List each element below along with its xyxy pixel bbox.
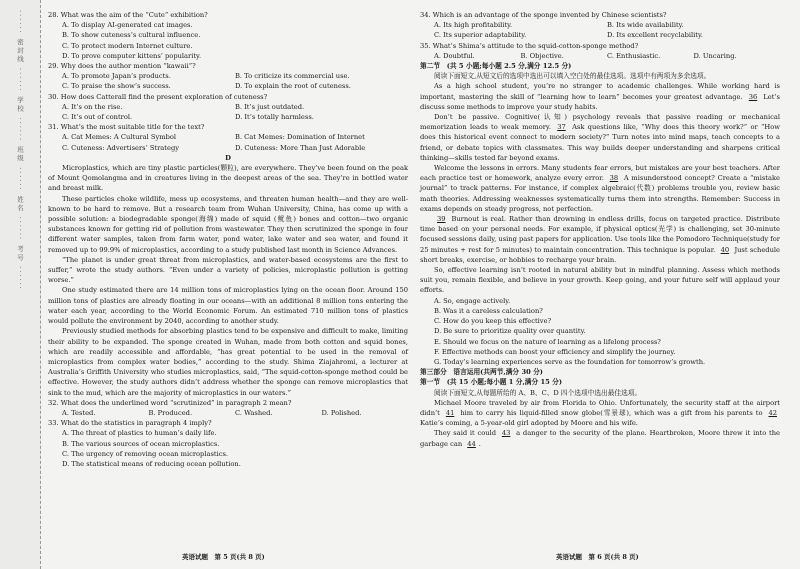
page-footer-left: 英语试题 第 5 页(共 8 页) — [182, 553, 265, 561]
para-text: Just schedule short breaks, exercise, or hobbies to recharge your brain. — [420, 245, 780, 264]
q28-opt-c: C. To protect modern Internet culture. — [62, 41, 193, 50]
q35-stem: 35. What’s Shima’s attitude to the squid-cotton-sponge method? — [420, 41, 639, 50]
q31-stem: 31. What’s the most suitable title for the text? — [48, 123, 205, 132]
blank-38: 38 — [609, 174, 619, 183]
q32-opt-b: B. Produced. — [148, 408, 193, 417]
q30-opt-b: B. It’s just outdated. — [235, 102, 305, 111]
q35-opt-b: B. Objective. — [520, 51, 564, 60]
cloze-text: Katie’s coming, a 5-year-old girl adopted by Moore and his wife. — [420, 419, 638, 428]
q31-opt-b: B. Cat Memes: Domination of Internet — [235, 133, 365, 142]
q33-opt-c: C. The urgency of removing ocean microplastics. — [62, 449, 229, 458]
seven-choose-five-para-1 — [420, 81, 780, 112]
q30-options — [48, 102, 408, 122]
seven-choose-five-para-2 — [420, 112, 780, 163]
cloze-text: him to carry his liquid-filled snow globe(雪景球), which was a gift from his parents to — [460, 408, 763, 417]
blank-42: 42 — [768, 408, 777, 417]
choice-d: D. Be sure to prioritize quality over quantity. — [434, 327, 586, 336]
cloze-text: . — [478, 439, 481, 448]
q33-opt-b: B. The various sources of ocean microplastics. — [62, 439, 220, 448]
cloze-text: Michael Moore traveled by air from Florida to Ohio. Unfortunately, the security staff at the airport didn’t — [420, 398, 780, 417]
passage-d-para-5: Previously studied methods for absorbing plastics tend to be expensive and difficult to make, limiting their ability to be expanded. The sponge created in Wuhan, made from both cotton and squid bones, which are readily accessible and affordable, “has great potential to be used in the removal of microplastics from complex water bodies,” according to the study. Shima Ziajahromi, a lecturer at Australia’s Griffith University who studies microplastics, said, “The squid-cotton-sponge method could be effective. However, the study authors didn’t address whether the sponge can remove microplastics that sink to the mud, which are the majority of microplastics in our waters.” — [48, 327, 408, 397]
para-text: Welcome the lessons in errors. Many students fear errors, but mistakes are your best teachers. After each practice test or homework, analyze every error. — [420, 164, 780, 183]
cloze-para-2 — [420, 428, 780, 448]
q34-opt-b: B. Its wide availability. — [607, 21, 684, 30]
q35-options — [420, 51, 780, 61]
q31-opt-c: C. Cuteness: Advertisers’ Strategy — [62, 143, 180, 152]
part-3-title: 第三部分 语言运用(共两节,满分 30 分) — [420, 368, 543, 377]
passage-d-para-3: “The planet is under great threat from microplastics, and water-based ecosystems are the first to suffer,” wrote the study authors. “Even under a variety of policies, microplastic pollution is getting worse.” — [48, 255, 408, 285]
para-text: Don’t be passive. Cognitive(认知) psychology reveals that passive reading or mechanical memorization leads to weak memory. — [420, 113, 780, 132]
q30-opt-c: C. It’s out of control. — [62, 113, 133, 122]
q34-stem: 34. Which is an advantage of the sponge invented by Chinese scientists? — [420, 11, 667, 19]
q30-opt-d: D. It’s totally harmless. — [235, 113, 314, 122]
q35-opt-a: A. Doubtful. — [434, 51, 475, 60]
binding-text: ······ 密封线 ······ 学校 ······ 班级 ······ 姓名 ······ 考号 ······ — [16, 10, 24, 291]
q32-stem: 32. What does the underlined word “scrutinized” in paragraph 2 mean? — [48, 398, 292, 407]
q32-opt-c: C. Washed. — [235, 408, 273, 417]
section-2-title: 第二节 (共 5 小题;每小题 2.5 分,满分 12.5 分) — [420, 62, 572, 71]
blank-44: 44 — [467, 439, 476, 448]
q31-opt-d: D. Cuteness: More Than Just Adorable — [235, 143, 366, 152]
left-column — [48, 10, 408, 469]
q34-opt-c: C. Its superior adaptability. — [434, 31, 527, 40]
para-text: Ask questions like, “Why does this theory work?” or “How does this historical event connect to modern society?” Turn notes into mind maps, teach concepts to a friend, or debate topics with classmates. This way builds deeper understanding and sharpens critical thinking—skills tested far beyond exams. — [420, 123, 780, 162]
section-1-title: 第一节 (共 15 小题;每小题 1 分,满分 15 分) — [420, 378, 562, 387]
q29-opt-d: D. To explain the root of cuteness. — [235, 82, 351, 91]
para-text: As a high school student, you’re no stranger to academic challenges. While working hard is important, mastering the skill of “learning how to learn” becomes your greatest advantage. — [420, 82, 780, 101]
blank-41: 41 — [445, 408, 455, 417]
binding-margin — [0, 0, 41, 569]
cloze-text: They said it could — [434, 429, 497, 438]
q33-opt-d: D. The statistical means of reducing ocean pollution. — [62, 459, 241, 468]
q31-options — [48, 132, 408, 152]
section-2-instructions: 阅读下面短文,从短文后的选项中选出可以填入空白处的最佳选项。选项中有两项为多余选项。 — [434, 72, 711, 81]
blank-36: 36 — [748, 92, 758, 101]
q34-opt-a: A. Its high profitability. — [434, 21, 513, 30]
q29-opt-a: A. To promote Japan’s products. — [62, 72, 171, 81]
q30-opt-a: A. It’s on the rise. — [62, 102, 123, 111]
section-1-instructions: 阅读下面短文,从每题所给的 A、B、C、D 四个选项中选出最佳选项。 — [434, 388, 642, 397]
q28-opt-d: D. To prove computer kittens’ popularity. — [62, 51, 202, 60]
q30-stem: 30. How does Catterall find the present exploration of cuteness? — [48, 92, 268, 101]
para-text: Let’s discuss some methods to improve your study habits. — [420, 92, 780, 111]
choice-c: C. How do you keep this effective? — [434, 317, 552, 326]
passage-letter: D — [225, 153, 231, 162]
q35-opt-d: D. Uncaring. — [693, 51, 737, 60]
seven-choose-five-para-3 — [420, 163, 780, 214]
para-text: A misunderstood concept? Create a “mistake journal” to track patterns. For instance, if complex algebraic(代数) problems trouble you, review basic math theories. Addressing weaknesses systematically turns them into strengths. Remember: Success in exams depends on steady progress, not perfection. — [420, 174, 780, 213]
q29-stem: 29. Why does the author mention “kawaii”? — [48, 62, 196, 71]
q33-stem: 33. What do the statistics in paragraph 4 imply? — [48, 419, 212, 428]
choice-g: G. Today’s learning experiences serve as the foundation for tomorrow’s growth. — [434, 357, 706, 366]
page-footer-right: 英语试题 第 6 页(共 8 页) — [556, 553, 639, 561]
q35-opt-c: C. Enthusiastic. — [607, 51, 661, 60]
passage-d-para-1: Microplastics, which are tiny plastic particles(颗粒), are everywhere. They’ve been found on the peak of Mount Qomolangma and in creatures living in the deepest areas of the sea. They’re in bottled water and breast milk. — [48, 164, 408, 193]
q28-opt-a: A. To display AI-generated cat images. — [62, 21, 193, 30]
q31-opt-a: A. Cat Memes: A Cultural Symbol — [62, 133, 177, 142]
seven-choose-five-para-4 — [420, 214, 780, 265]
blank-40: 40 — [720, 245, 730, 254]
q28-stem: 28. What was the aim of the “Cute” exhibition? — [48, 11, 208, 19]
q28-opt-b: B. To show cuteness’s cultural influence. — [62, 31, 201, 40]
blank-37: 37 — [557, 123, 566, 132]
cloze-para-1 — [420, 398, 780, 429]
q29-options — [48, 71, 408, 91]
choice-a: A. So, engage actively. — [434, 296, 511, 305]
passage-d-para-4: One study estimated there are 14 million tons of microplastics lying on the ocean floor. Around 150 million tons of plastics are already floating in our oceans—with an additional 8 million tons entering the water each year, according to the World Economic Forum. An estimated 710 million tons of plastics would pollute the environment by 2040, according to another study. — [48, 286, 408, 326]
seven-choose-five-para-5: So, effective learning isn’t rooted in natural ability but in mindful planning. Assess which methods suit you, remain flexible, and believe in your growth. Keep going, and your future self will applaud your efforts. — [420, 266, 780, 295]
blank-39: 39 — [437, 215, 446, 224]
cloze-text: a danger to the security of the plane. Heartbroken, Moore threw it into the garbage can — [420, 429, 780, 448]
q32-opt-d: D. Polished. — [321, 408, 362, 417]
q32-opt-a: A. Tested. — [62, 408, 96, 417]
passage-d-para-2: These particles choke wildlife, mess up ecosystems, and threaten human health—and they are well-known to be hard to remove. But a research team from Wuhan University, China, has come up with a possible solution: a biodegradable sponge(海绵) made of squid (鱿鱼) bones and cotton—two organic substances known for getting rid of pollution from wastewater. They then scrutinized the sponge in four different water samples, taken from farm water, pond water, lake water and sea water, and found it removed up to 99.9% of microplastics, according to a study published last month in Science Advances. — [48, 194, 408, 254]
q32-options — [48, 408, 408, 418]
q33-opt-a: A. The threat of plastics to human’s daily life. — [62, 429, 217, 438]
q34-opt-d: D. Its excellent recyclability. — [607, 31, 703, 40]
blank-43: 43 — [501, 429, 511, 438]
right-column — [420, 10, 780, 449]
q29-opt-c: C. To praise the show’s success. — [62, 82, 171, 91]
choice-f: F. Effective methods can boost your efficiency and simplify the journey. — [434, 347, 676, 356]
q34-options — [420, 20, 780, 40]
choice-b: B. Was it a careless calculation? — [434, 306, 543, 315]
para-text: Burnout is real. Rather than drowning in endless drills, focus on targeted practice. Distribute time based on your personal needs. For example, if physical optics(光学) is challenging, set 30-minute focused sessions daily, using past papers for application. Use tools like the Pomodoro Technique(study for 25 minutes + rest for 5 minutes) to maintain concentration. This technique is popular. — [420, 215, 780, 254]
choice-e: E. Should we focus on the nature of learning as a lifelong process? — [434, 337, 661, 346]
q29-opt-b: B. To criticize its commercial use. — [235, 72, 350, 81]
